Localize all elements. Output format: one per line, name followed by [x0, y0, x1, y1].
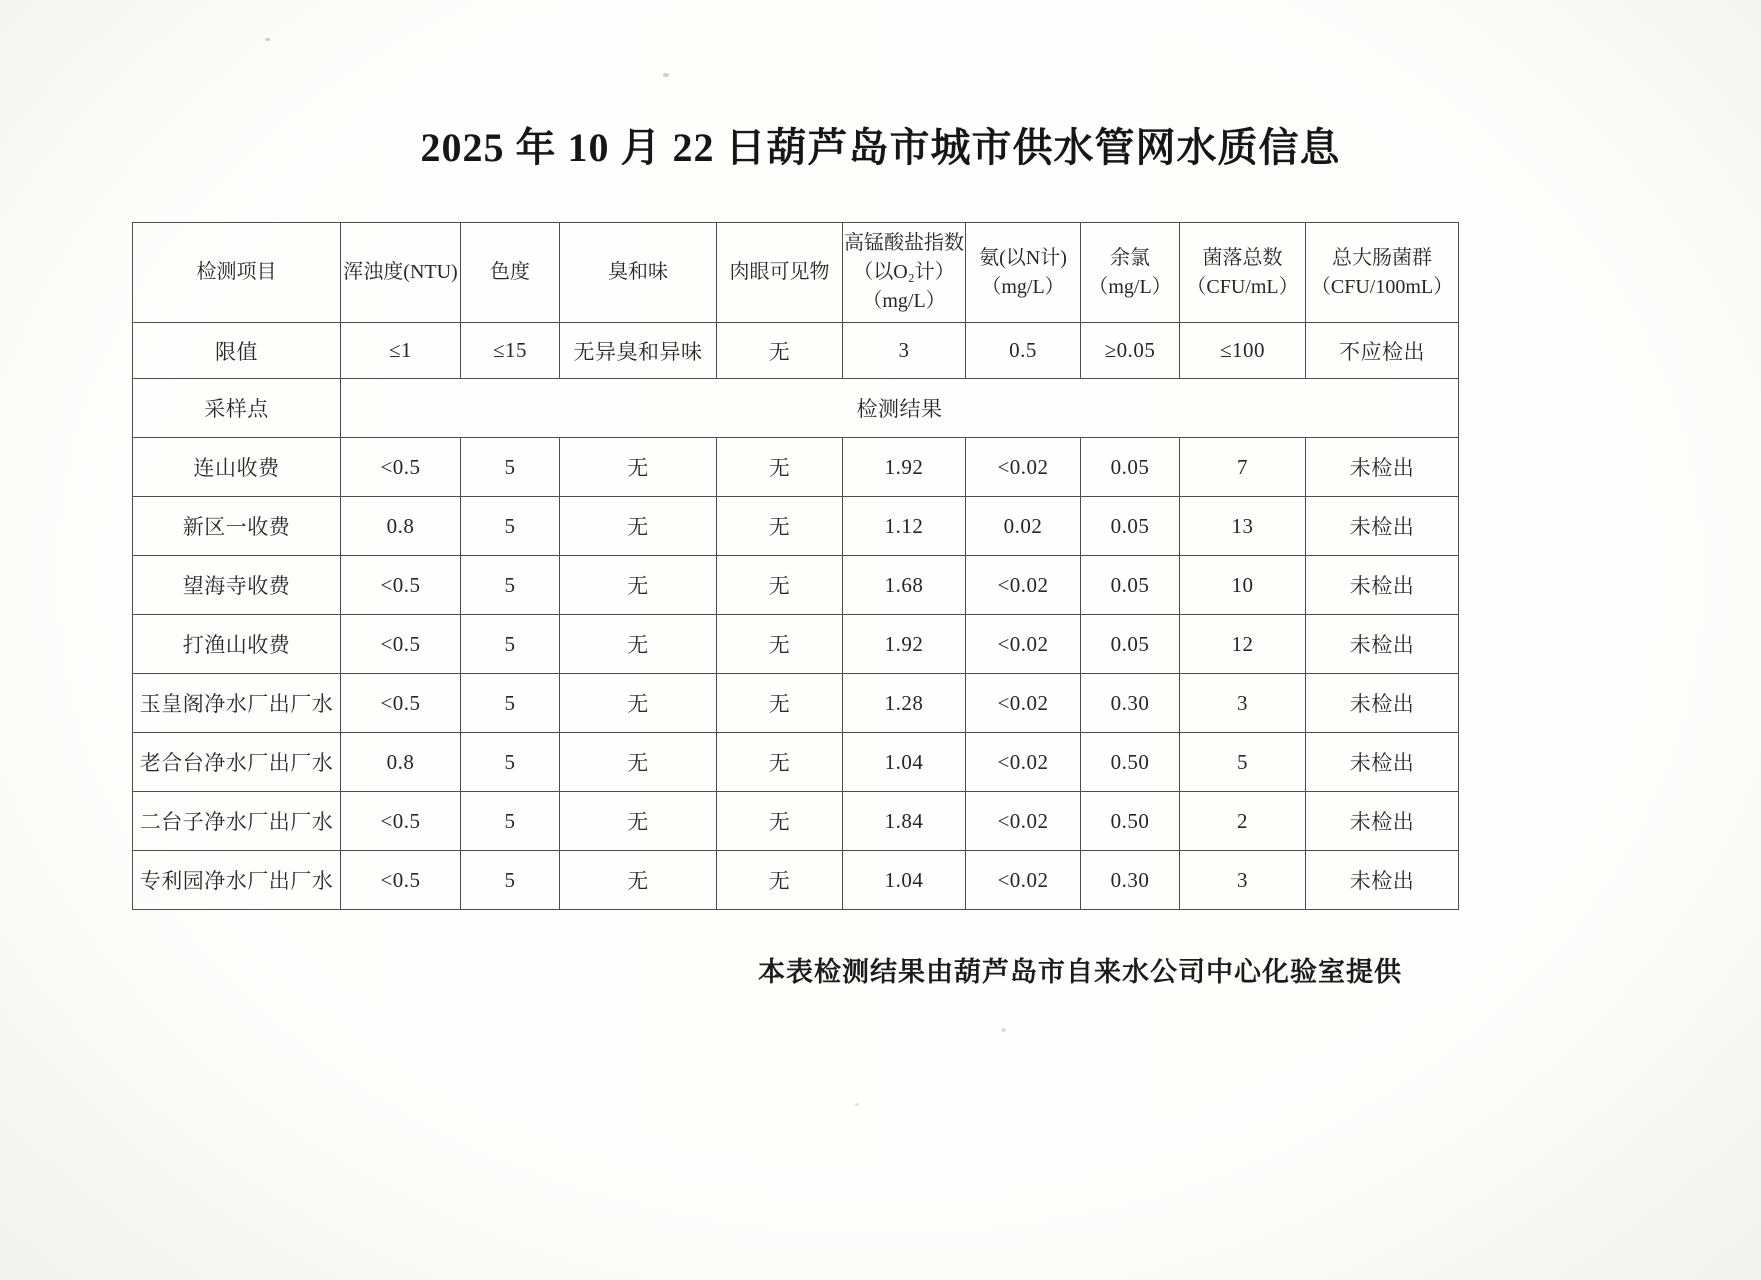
- table-row: [133, 438, 1459, 497]
- value-cell: 7: [1180, 438, 1306, 497]
- column-header: [341, 223, 461, 323]
- site-name-cell: 专利园净水厂出厂水: [133, 851, 341, 910]
- site-name-cell: 打渔山收费: [133, 615, 341, 674]
- site-name-cell: 二台子净水厂出厂水: [133, 792, 341, 851]
- column-header-line: 高锰酸盐指数: [844, 232, 964, 254]
- value-cell: 0.05: [1081, 556, 1180, 615]
- site-name-cell: 老合台净水厂出厂水: [133, 733, 341, 792]
- column-header-line: 菌落总数: [1202, 246, 1283, 269]
- column-header: [560, 223, 717, 323]
- column-header: [1081, 223, 1180, 323]
- value-cell: 未检出: [1306, 556, 1459, 615]
- table-row: [133, 792, 1459, 851]
- site-name-cell: 新区一收费: [133, 497, 341, 556]
- column-header-line: 检测项目: [196, 261, 277, 283]
- column-header-line: 臭和味: [608, 261, 668, 283]
- value-cell: 0.50: [1081, 733, 1180, 792]
- value-cell: 5: [461, 674, 560, 733]
- value-cell: 1.28: [843, 674, 966, 733]
- value-cell: 无: [560, 674, 717, 733]
- value-cell: 未检出: [1306, 615, 1459, 674]
- sampling-point-label: 采样点: [133, 379, 341, 438]
- value-cell: 5: [461, 497, 560, 556]
- value-cell: 1.12: [843, 497, 966, 556]
- value-cell: 2: [1180, 792, 1306, 851]
- value-cell: 无: [560, 497, 717, 556]
- value-cell: 不应检出: [1306, 323, 1459, 379]
- value-cell: 3: [1180, 851, 1306, 910]
- page-title: 2025 年 10 月 22 日葫芦岛市城市供水管网水质信息: [420, 125, 1341, 170]
- column-header: [133, 223, 341, 323]
- column-header-line: （以O₂计）: [853, 261, 955, 283]
- value-cell: 未检出: [1306, 674, 1459, 733]
- value-cell: 0.30: [1081, 674, 1180, 733]
- scan-speck: [1001, 1028, 1006, 1032]
- value-cell: 0.50: [1081, 792, 1180, 851]
- value-cell: 1.04: [843, 851, 966, 910]
- column-header: [966, 223, 1081, 323]
- value-cell: 0.5: [966, 323, 1081, 379]
- value-cell: 无: [717, 851, 843, 910]
- column-header: [1306, 223, 1459, 323]
- value-cell: <0.5: [341, 615, 461, 674]
- test-result-label: 检测结果: [341, 379, 1459, 438]
- footer-note: 本表检测结果由葫芦岛市自来水公司中心化验室提供: [758, 957, 1402, 987]
- value-cell: <0.5: [341, 556, 461, 615]
- column-header-line: 氨(以N计): [979, 246, 1067, 269]
- table-row: [133, 615, 1459, 674]
- header-row: [133, 223, 1459, 323]
- value-cell: 5: [461, 615, 560, 674]
- column-header: [843, 223, 966, 323]
- value-cell: 无: [717, 733, 843, 792]
- column-header-line: 总大肠菌群: [1332, 246, 1432, 269]
- value-cell: 未检出: [1306, 438, 1459, 497]
- water-quality-table: [132, 222, 1459, 910]
- value-cell: <0.5: [341, 792, 461, 851]
- site-name-cell: 望海寺收费: [133, 556, 341, 615]
- value-cell: 1.92: [843, 438, 966, 497]
- value-cell: 无: [717, 556, 843, 615]
- value-cell: <0.02: [966, 615, 1081, 674]
- value-cell: 无: [560, 792, 717, 851]
- value-cell: 5: [461, 556, 560, 615]
- value-cell: 3: [843, 323, 966, 379]
- value-cell: 0.05: [1081, 497, 1180, 556]
- value-cell: 1.04: [843, 733, 966, 792]
- scan-speck: [265, 38, 270, 41]
- table-row: [133, 851, 1459, 910]
- value-cell: <0.02: [966, 792, 1081, 851]
- value-cell: 5: [461, 792, 560, 851]
- value-cell: 无: [717, 438, 843, 497]
- value-cell: 无: [717, 792, 843, 851]
- column-header-line: 浑浊度(NTU): [343, 261, 458, 283]
- value-cell: <0.5: [341, 438, 461, 497]
- value-cell: 1.68: [843, 556, 966, 615]
- column-header-line: （mg/L）: [981, 275, 1065, 298]
- value-cell: ≥0.05: [1081, 323, 1180, 379]
- table-row: [133, 733, 1459, 792]
- column-header-line: （CFU/100mL）: [1310, 275, 1454, 298]
- limit-row: [133, 323, 1459, 379]
- site-name-cell: 玉皇阁净水厂出厂水: [133, 674, 341, 733]
- scan-speck: [855, 1103, 859, 1106]
- value-cell: 未检出: [1306, 792, 1459, 851]
- value-cell: 13: [1180, 497, 1306, 556]
- value-cell: 1.84: [843, 792, 966, 851]
- table-row: [133, 556, 1459, 615]
- value-cell: 5: [461, 851, 560, 910]
- column-header: [461, 223, 560, 323]
- value-cell: 0.05: [1081, 615, 1180, 674]
- table-row: [133, 497, 1459, 556]
- sampling-row: [133, 379, 1459, 438]
- column-header: [1180, 223, 1306, 323]
- column-header: [717, 223, 843, 323]
- value-cell: 无: [560, 851, 717, 910]
- value-cell: ≤100: [1180, 323, 1306, 379]
- table-row: [133, 674, 1459, 733]
- value-cell: 无异臭和异味: [560, 323, 717, 379]
- value-cell: 无: [560, 438, 717, 497]
- value-cell: <0.5: [341, 674, 461, 733]
- value-cell: <0.02: [966, 556, 1081, 615]
- value-cell: 0.05: [1081, 438, 1180, 497]
- value-cell: ≤1: [341, 323, 461, 379]
- column-header-line: （mg/L）: [1088, 275, 1172, 298]
- value-cell: 0.02: [966, 497, 1081, 556]
- column-header-line: 肉眼可见物: [729, 261, 830, 283]
- column-header-line: 色度: [490, 261, 530, 283]
- value-cell: 5: [1180, 733, 1306, 792]
- value-cell: 未检出: [1306, 851, 1459, 910]
- value-cell: <0.5: [341, 851, 461, 910]
- value-cell: <0.02: [966, 851, 1081, 910]
- value-cell: 无: [560, 556, 717, 615]
- scan-speck: [663, 73, 669, 77]
- value-cell: 无: [717, 497, 843, 556]
- value-cell: 无: [560, 615, 717, 674]
- value-cell: 3: [1180, 674, 1306, 733]
- value-cell: 无: [717, 674, 843, 733]
- value-cell: ≤15: [461, 323, 560, 379]
- value-cell: 5: [461, 733, 560, 792]
- value-cell: 未检出: [1306, 733, 1459, 792]
- value-cell: 0.8: [341, 497, 461, 556]
- value-cell: <0.02: [966, 674, 1081, 733]
- value-cell: 10: [1180, 556, 1306, 615]
- limit-label: 限值: [133, 323, 341, 379]
- value-cell: <0.02: [966, 733, 1081, 792]
- value-cell: 0.30: [1081, 851, 1180, 910]
- value-cell: 无: [717, 323, 843, 379]
- value-cell: 无: [560, 733, 717, 792]
- column-header-line: （mg/L）: [862, 290, 946, 312]
- value-cell: 0.8: [341, 733, 461, 792]
- table-body: [133, 323, 1459, 910]
- value-cell: 未检出: [1306, 497, 1459, 556]
- site-name-cell: 连山收费: [133, 438, 341, 497]
- value-cell: <0.02: [966, 438, 1081, 497]
- value-cell: 无: [717, 615, 843, 674]
- column-header-line: （CFU/mL）: [1186, 275, 1299, 298]
- value-cell: 12: [1180, 615, 1306, 674]
- column-header-line: 余氯: [1110, 246, 1150, 269]
- value-cell: 1.92: [843, 615, 966, 674]
- value-cell: 5: [461, 438, 560, 497]
